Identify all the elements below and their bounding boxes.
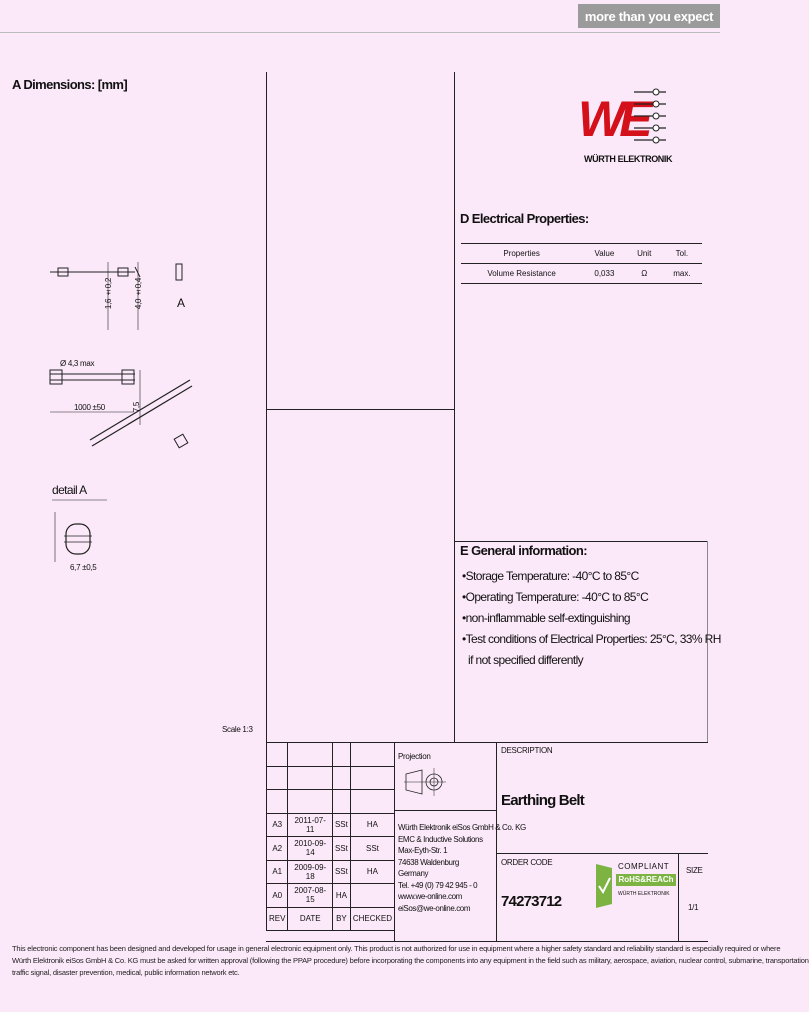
dimension-drawing (40, 250, 200, 460)
compliant-sub: WÜRTH ELEKTRONIK (618, 891, 670, 897)
revision-table (266, 742, 395, 931)
frame-divider-left (266, 72, 267, 742)
disclaimer-line: Würth Elektronik eiSos GmbH & Co. KG must be asked for written approval (following the PPAP procedure) before incorporating the components into any equipment in the field such as military, aerospace, aviation, nuclear control, submarine, transportation (12, 956, 809, 965)
diameter-label: Ø 4,3 max (60, 359, 95, 368)
title-block-bottom (266, 941, 708, 942)
rev-cell: SSt (332, 860, 350, 884)
rev-cell: 2009-09-18 (288, 860, 333, 884)
rev-cell: A3 (267, 813, 288, 837)
cell-property: Volume Resistance (461, 264, 582, 284)
rev-header: REV (267, 907, 288, 931)
scale-label: Scale 1:3 (222, 725, 253, 734)
list-item: •non-inflammable self-extinguishing (462, 611, 630, 625)
address-line: Würth Elektronik eiSos GmbH & Co. KG (398, 823, 526, 832)
rev-cell: A0 (267, 884, 288, 908)
page-number: 1/1 (688, 903, 699, 912)
address-line: Tel. +49 (0) 79 42 945 - 0 (398, 880, 478, 890)
rev-header: CHECKED (350, 907, 394, 931)
disclaimer (12, 943, 809, 979)
disclaimer-line: This electronic component has been designed and developed for usage in general electronic equipment only. This product is not authorized for use in equipment where a higher safety standard and reliability standard is especially required or where (12, 944, 781, 953)
header-properties: Properties (461, 244, 582, 264)
rev-cell: HA (350, 860, 394, 884)
address-line: 74638 Waldenburg (398, 857, 459, 867)
section-d-title: D Electrical Properties: (460, 211, 589, 226)
detail-drawing (52, 500, 112, 570)
cell-unit: Ω (627, 264, 662, 284)
list-item: •Test conditions of Electrical Properties: 25°C, 33% RH (462, 632, 721, 646)
header-value: Value (582, 244, 626, 264)
length-label: 1000 ±50 (74, 403, 105, 412)
wurth-logo-icon (576, 84, 676, 146)
address-line: eiSos@we-online.com (398, 903, 471, 913)
rev-cell: A2 (267, 837, 288, 861)
svg-text:WE: WE (578, 91, 647, 147)
address-line: EMC & Inductive Solutions (398, 834, 483, 844)
size-label: SIZE (686, 866, 703, 875)
section-a-title: A Dimensions: [mm] (12, 77, 128, 92)
cell-value: 0,033 (582, 264, 626, 284)
cell-tol: max. (662, 264, 702, 284)
rev-header: DATE (288, 907, 333, 931)
banner-divider (0, 32, 720, 33)
rev-cell: 2011-07-11 (288, 813, 333, 837)
address-line: Max-Eyth-Str. 1 (398, 846, 448, 855)
rev-cell: HA (332, 884, 350, 908)
section-e-top-line (454, 541, 708, 542)
frame-divider-mid (266, 409, 455, 410)
projection-label: Projection (398, 752, 431, 761)
general-info-list (462, 566, 721, 671)
rev-cell: HA (350, 813, 394, 837)
dim-label-1: 1,6 ±0,2 (104, 278, 113, 310)
list-item: •Operating Temperature: -40°C to 85°C (462, 590, 649, 604)
rev-header: BY (332, 907, 350, 931)
rev-cell: SSt (332, 837, 350, 861)
order-code-label: ORDER CODE (501, 858, 553, 867)
brand-name: WÜRTH ELEKTRONIK (584, 154, 673, 164)
table-header-row (267, 907, 395, 931)
compliant-label: COMPLIANT (618, 862, 670, 871)
description-title: Earthing Belt (501, 792, 584, 809)
rohs-check-icon (592, 860, 616, 912)
detail-label: detail A (52, 483, 87, 497)
header-unit: Unit (627, 244, 662, 264)
list-item: •Storage Temperature: -40°C to 85°C (462, 569, 639, 583)
rohs-badge: RoHS&REACh (616, 874, 676, 886)
dim-label-2: 4,0 ±0,4 (134, 278, 143, 310)
detail-dim-label: 6,7 ±0,5 (70, 563, 97, 572)
rev-cell: SSt (350, 837, 394, 861)
disclaimer-line: traffic signal, disaster prevention, medical, public information network etc. (12, 968, 240, 977)
header-tol: Tol. (662, 244, 702, 264)
address-line: Germany (398, 869, 429, 878)
projection-symbol-icon (404, 764, 448, 800)
view-label-a: A (177, 296, 186, 310)
rev-cell: 2007-08-15 (288, 884, 333, 908)
rev-cell: 2010-09-14 (288, 837, 333, 861)
table-row (267, 860, 395, 884)
description-label: DESCRIPTION (501, 746, 553, 755)
rev-cell (350, 884, 394, 908)
table-row (267, 837, 395, 861)
dim-label-3: 7,5 (132, 402, 141, 413)
table-row (267, 884, 395, 908)
title-divider-4 (496, 853, 708, 854)
rev-cell: A1 (267, 860, 288, 884)
electrical-properties-table (461, 243, 702, 284)
frame-divider-right (454, 72, 455, 742)
table-row (461, 264, 702, 284)
table-row (267, 813, 395, 837)
tagline: more than you expect (578, 4, 720, 28)
address-line: www.we-online.com (398, 892, 462, 901)
order-code: 74273712 (501, 893, 562, 910)
rev-cell: SSt (332, 813, 350, 837)
list-item: if not specified differently (468, 653, 584, 667)
title-divider-3 (394, 810, 496, 811)
section-e-title: E General information: (460, 543, 587, 558)
title-divider-5 (678, 853, 679, 941)
